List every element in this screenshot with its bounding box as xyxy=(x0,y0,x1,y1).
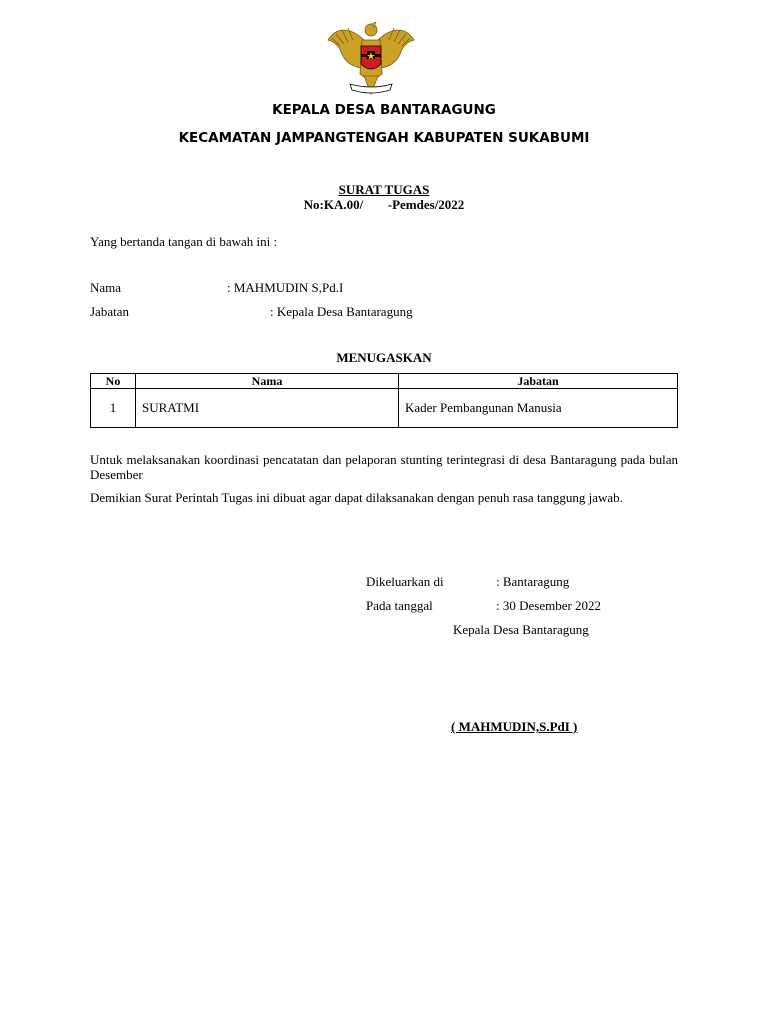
letter-number-prefix: No:KA.00/ xyxy=(303,197,364,212)
date-label: Pada tanggal xyxy=(366,598,433,613)
field-label-nama: Nama xyxy=(90,280,122,295)
intro-text: Yang bertanda tangan di bawah ini : xyxy=(90,234,278,249)
letterhead-line-2: KECAMATAN JAMPANGTENGAH KABUPATEN SUKABUMI xyxy=(178,130,590,146)
letter-title: SURAT TUGAS xyxy=(338,182,430,197)
field-value-nama: : MAHMUDIN S,Pd.I xyxy=(227,280,344,295)
letterhead-line-1: KEPALA DESA BANTARAGUNG xyxy=(272,102,496,118)
cell-no: 1 xyxy=(91,389,136,428)
header-no: No xyxy=(91,374,136,389)
letter-number-suffix: -Pemdes/2022 xyxy=(387,197,465,212)
field-value-jabatan: : Kepala Desa Bantaragung xyxy=(270,304,413,319)
issued-label: Dikeluarkan di xyxy=(366,574,444,589)
assign-heading: MENUGASKAN xyxy=(336,350,432,365)
header-nama: Nama xyxy=(136,374,399,389)
garuda-pancasila-emblem-icon xyxy=(326,18,416,98)
issued-value: : Bantaragung xyxy=(496,574,570,589)
cell-nama: SURATMI xyxy=(136,389,399,428)
signatory-position: Kepala Desa Bantaragung xyxy=(453,622,589,637)
table-row xyxy=(91,389,678,428)
header-jabatan: Jabatan xyxy=(399,374,678,389)
assignment-table xyxy=(90,373,678,428)
signatory-name: ( MAHMUDIN,S.PdI ) xyxy=(451,719,578,734)
letter-number xyxy=(0,197,768,213)
purpose-paragraph: Untuk melaksanakan koordinasi pencatatan dan pelaporan stunting terintegrasi di desa Bantaragung pada bulan Desember xyxy=(90,452,678,482)
field-label-jabatan: Jabatan xyxy=(90,304,129,319)
closing-paragraph: Demikian Surat Perintah Tugas ini dibuat agar dapat dilaksanakan dengan penuh rasa tanggung jawab. xyxy=(90,490,623,505)
date-value: : 30 Desember 2022 xyxy=(496,598,602,613)
table-header-row xyxy=(91,374,678,389)
cell-jabatan: Kader Pembangunan Manusia xyxy=(399,389,678,428)
